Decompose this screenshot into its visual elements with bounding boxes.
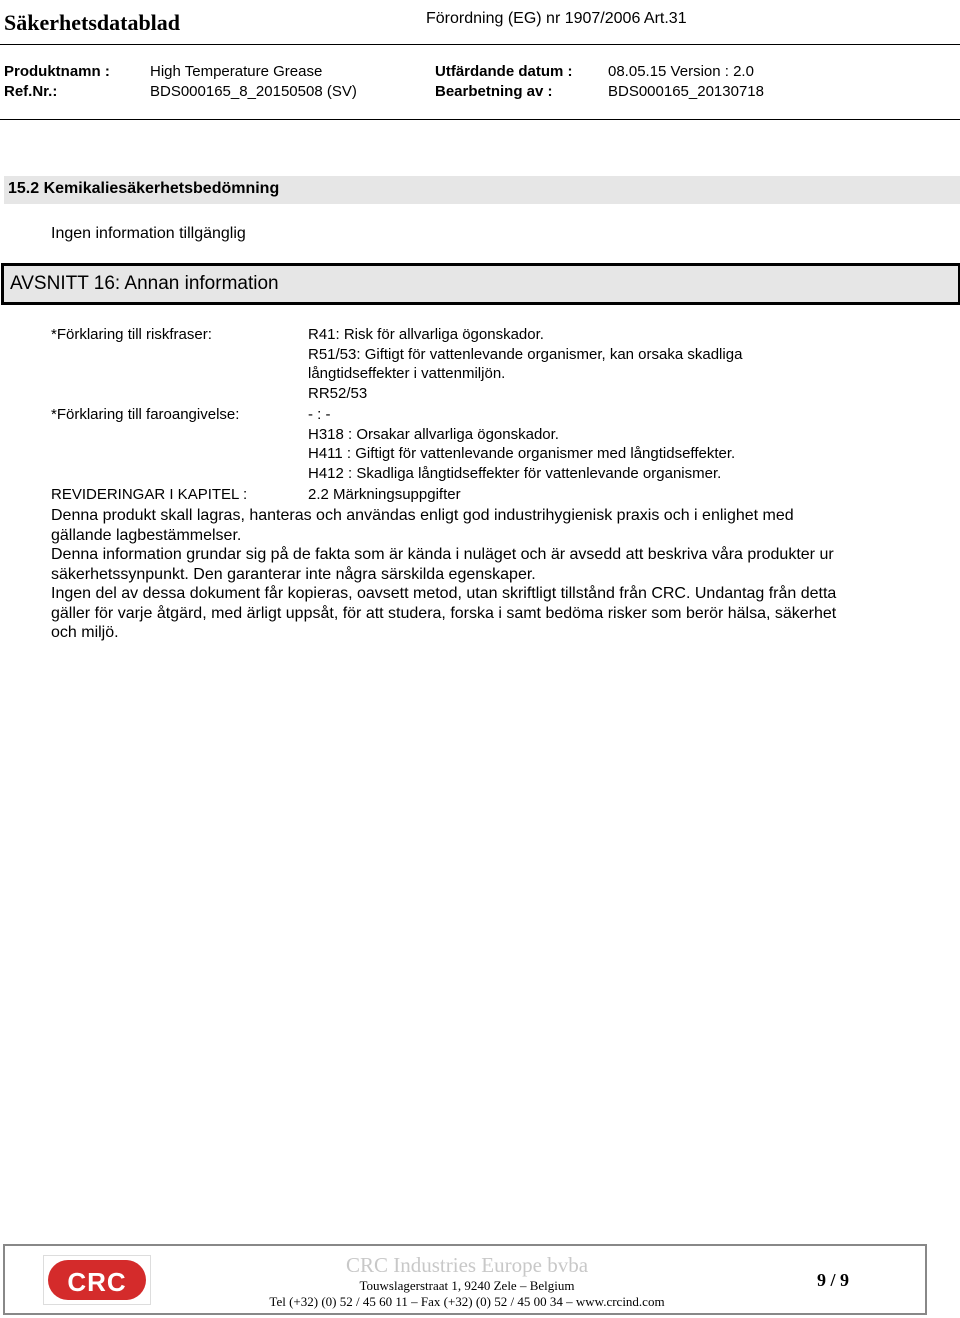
edited-by-label: Bearbetning av : [435,83,553,100]
issue-date-value: 08.05.15 Version : 2.0 [608,63,754,80]
company-contact: Tel (+32) (0) 52 / 45 60 11 – Fax (+32) (0) 52 / 45 00 34 – www.crcind.com [269,1294,665,1309]
disclaimer-line: gällande lagbestämmelser. [51,527,242,544]
disclaimer-line: säkerhetssynpunkt. Den garanterar inte några särskilda egenskaper. [51,566,536,583]
disclaimer-line: Denna information grundar sig på de fakta som är kända i nuläget och är avsedd att beskriva våra produkter ur [51,546,834,563]
header-divider-bottom [0,119,960,120]
revisions-label: REVIDERINGAR I KAPITEL : [51,486,248,503]
section-heading-box [1,263,960,305]
disclaimer-line: Denna produkt skall lagras, hanteras och användas enligt god industrihygienisk praxis och i enlighet med [51,507,794,524]
hazard-statement-line: H318 : Orsakar allvarliga ögonskador. [308,426,559,443]
revisions-value: 2.2 Märkningsuppgifter [308,486,461,503]
document-title: Säkerhetsdatablad [4,10,181,35]
product-name-label: Produktnamn : [4,63,110,80]
ref-number-value: BDS000165_8_20150508 (SV) [150,83,357,100]
subsection-heading-band [4,176,960,204]
page-number: 9 / 9 [817,1270,850,1290]
chemical-assessment-text: Ingen information tillgänglig [51,225,246,242]
disclaimer-line: gäller för varje åtgärd, med ärligt uppsåt, för att studera, forska i samt bedöma risker som berör hälsa, säkerhet [51,605,837,622]
company-name: CRC Industries Europe bvba [345,1253,589,1277]
hazard-statement-line: - : - [308,406,331,423]
crc-logo-text: CRC [67,1267,127,1297]
ref-number-label: Ref.Nr.: [4,83,58,100]
subsection-heading: 15.2 Kemikaliesäkerhetsbedömning [8,180,280,197]
hazard-statement-line: H412 : Skadliga långtidseffekter för vattenlevande organismer. [308,465,722,482]
hazard-statements-label: *Förklaring till faroangivelse: [51,406,240,423]
page-footer [3,1244,927,1315]
product-name-value: High Temperature Grease [150,63,323,80]
header-divider-top [0,44,960,45]
risk-phrase-line: R51/53: Giftigt för vattenlevande organismer, kan orsaka skadliga [308,346,743,363]
risk-phrase-line: RR52/53 [308,385,368,402]
issue-date-label: Utfärdande datum : [435,63,573,80]
company-address: Touwslagerstraat 1, 9240 Zele – Belgium [359,1278,575,1293]
risk-phrase-line: långtidseffekter i vattenmiljön. [308,365,506,382]
risk-phrase-line: R41: Risk för allvarliga ögonskador. [308,326,544,343]
hazard-statement-line: H411 : Giftigt för vattenlevande organismer med långtidseffekter. [308,445,736,462]
risk-phrases-label: *Förklaring till riskfraser: [51,326,212,343]
section-heading: AVSNITT 16: Annan information [10,273,279,294]
disclaimer-line: och miljö. [51,624,119,641]
disclaimer-line: Ingen del av dessa dokument får kopieras, oavsett metod, utan skriftligt tillstånd från CRC. Undantag från detta [51,585,837,602]
edited-by-value: BDS000165_20130718 [608,83,764,100]
regulation-reference: Förordning (EG) nr 1907/2006 Art.31 [426,10,687,27]
